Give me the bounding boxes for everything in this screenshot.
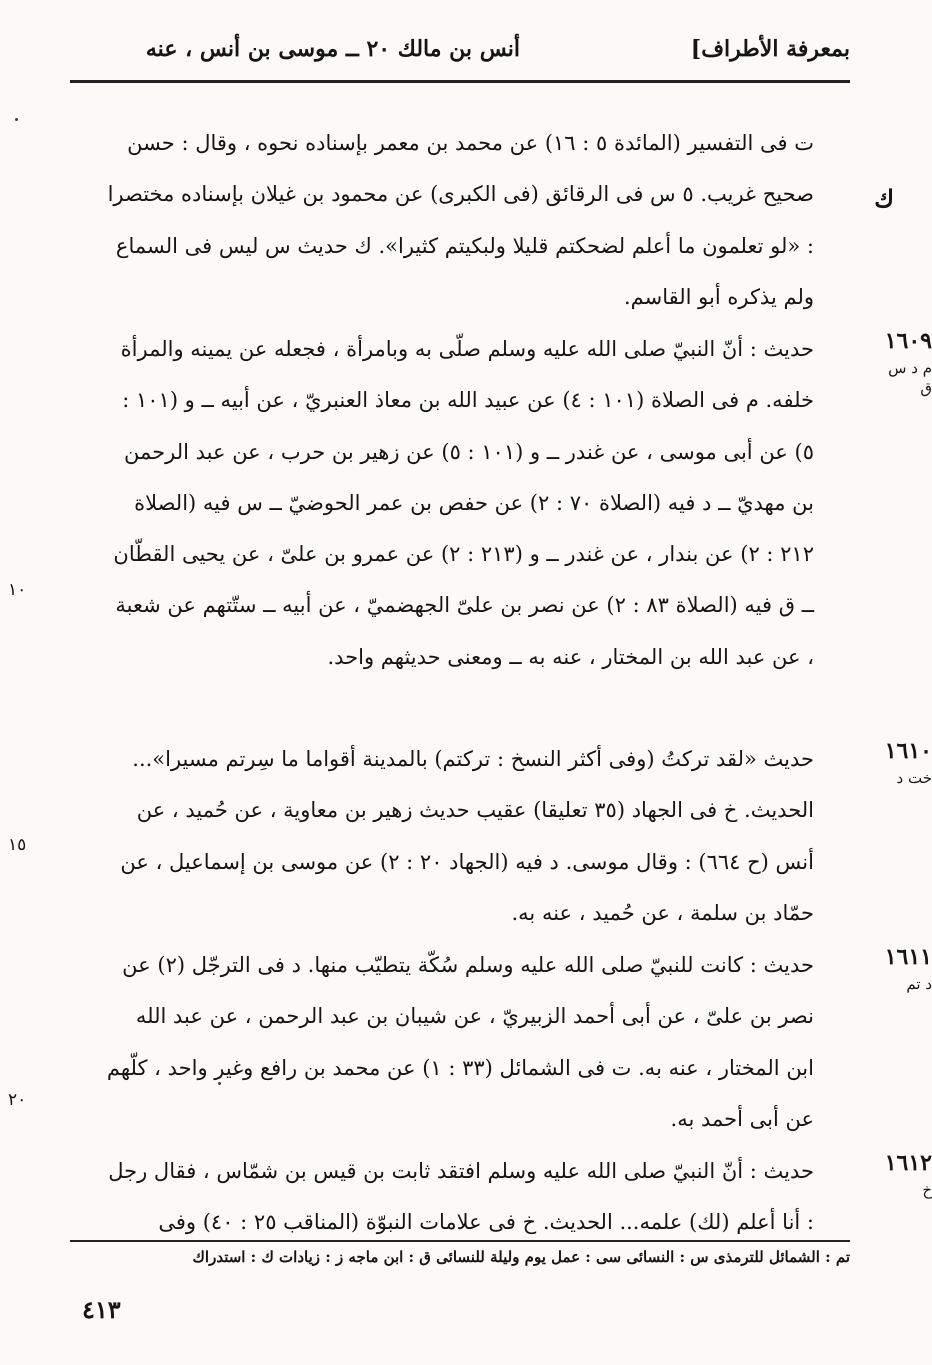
scan-speck [218, 1082, 221, 1085]
line-number-15: ١٥ [8, 835, 27, 855]
line-number-10: ١٠ [8, 580, 27, 600]
entry-sigla: م د س ق [888, 359, 932, 397]
footnote-rule [70, 1240, 850, 1242]
entry-number: ١٦٠٩ م د س ق [872, 324, 932, 398]
entry-sigla: خت د [896, 769, 932, 787]
hadith-entry-1609 [60, 324, 932, 734]
abbreviation-key: تم : الشمائل للترمذى س : النسائى سى : عمل يوم وليلة للنسائى ق : ابن ماجه ز : زيادات ك : استدراك [192, 1248, 850, 1266]
header-subject: أنس بن مالك ٢٠ ــ موسى بن أنس ، عنه [145, 36, 520, 62]
entry-number: ١٦١٢ خ [872, 1146, 932, 1200]
hadith-entry-1611 [60, 940, 932, 1146]
header-section-title: بمعرفة الأطراف] [690, 36, 850, 62]
page-body [60, 118, 932, 1246]
entry-sigla: خ [922, 1181, 932, 1199]
entry-number: ١٦١٠ خت د [872, 734, 932, 788]
paragraph-text: حديث : أنّ النبيّ صلى الله عليه وسلم افتقد ثابت بن قيس بن شمّاس ، فقال رجل : أنا أعلم (لك) علمه... الحديث. خ فى علامات النبوّة (المناقب ٢٥ : ٤٠) وفى [108, 1159, 814, 1235]
paragraph-text: حديث : كانت للنبيّ صلى الله عليه وسلم سُكّة يتطيّب منها. د فى الترجّل (٢) عن نصر بن علىّ ، عن أبى أحمد الزبيريّ ، عن شيبان بن عبد الرحمن ، عن عبد الله ابن المختار ، عنه به. ت فى الشمائل (٣٣ : ١) عن محمد بن رافع وغير واحد ، كلّهم عن أبى أحمد به. [106, 953, 814, 1131]
hadith-entry-1612 [60, 1146, 932, 1246]
running-header [70, 30, 850, 80]
paragraph-text: ت فى التفسير (المائدة ٥ : ١٦) عن محمد بن معمر بإسناده نحوه ، وقال : حسن صحيح غريب. ٥ س فى الرقائق (فى الكبرى) عن محمود بن غيلان بإسناده مختصرا : «لو تعلمون ما أعلم لضحكتم قليلا ولبكيتم كثيرا». ك حديث س ليس فى السماع ولم يذكره أبو القاسم. [107, 131, 814, 309]
header-rule [70, 80, 850, 83]
margin-mark: ك [874, 184, 894, 213]
entry-sigla: د تم [906, 975, 932, 993]
scan-speck [15, 118, 18, 121]
paragraph-continuation [60, 118, 894, 324]
paragraph-text: حديث : أنّ النبيّ صلى الله عليه وسلم صلّى به وبامرأة ، فجعله عن يمينه والمرأة خلفه. م فى الصلاة (١٠١ : ٤) عن عبيد الله بن معاذ العنبريّ ، عن أبيه ــ و (١٠١ : ٥) عن أبى موسى ، عن غندر ــ و (١٠١ : ٥) عن زهير بن حرب ، عن عبد الرحمن بن مهديّ ــ د فيه (الصلاة ٧٠ : ٢) عن حفص بن عمر الحوضيّ ــ س فيه (الصلاة ٢١٢ : ٢) عن بندار ، عن غندر ــ و (٢١٣ : ٢) عن عمرو بن علىّ ، عن يحيى القطّان ــ ق فيه (الصلاة ٨٣ : ٢) عن نصر بن علىّ الجهضميّ ، عن أبيه ــ ستّتهم عن شعبة ، عن عبد الله بن المختار ، عنه به ــ ومعنى حديثهم واحد. [113, 337, 814, 669]
hadith-entry-1610 [60, 734, 932, 940]
page-number: ٤١٣ [82, 1295, 121, 1324]
entry-number: ١٦١١ د تم [872, 940, 932, 994]
line-number-20: ٢٠ [8, 1090, 27, 1110]
paragraph-text: حديث «لقد تركتُ (وفى أكثر النسخ : تركتم) بالمدينة أقواما ما سِرتم مسيرا»... الحديث. خ فى الجهاد (٣٥ تعليقا) عقيب حديث زهير بن معاوية ، عن حُميد ، عن أنس (ح ٦٦٤) : وقال موسى. د فيه (الجهاد ٢٠ : ٢) عن موسى بن إسماعيل ، عن حمّاد بن سلمة ، عن حُميد ، عنه به. [120, 747, 814, 925]
